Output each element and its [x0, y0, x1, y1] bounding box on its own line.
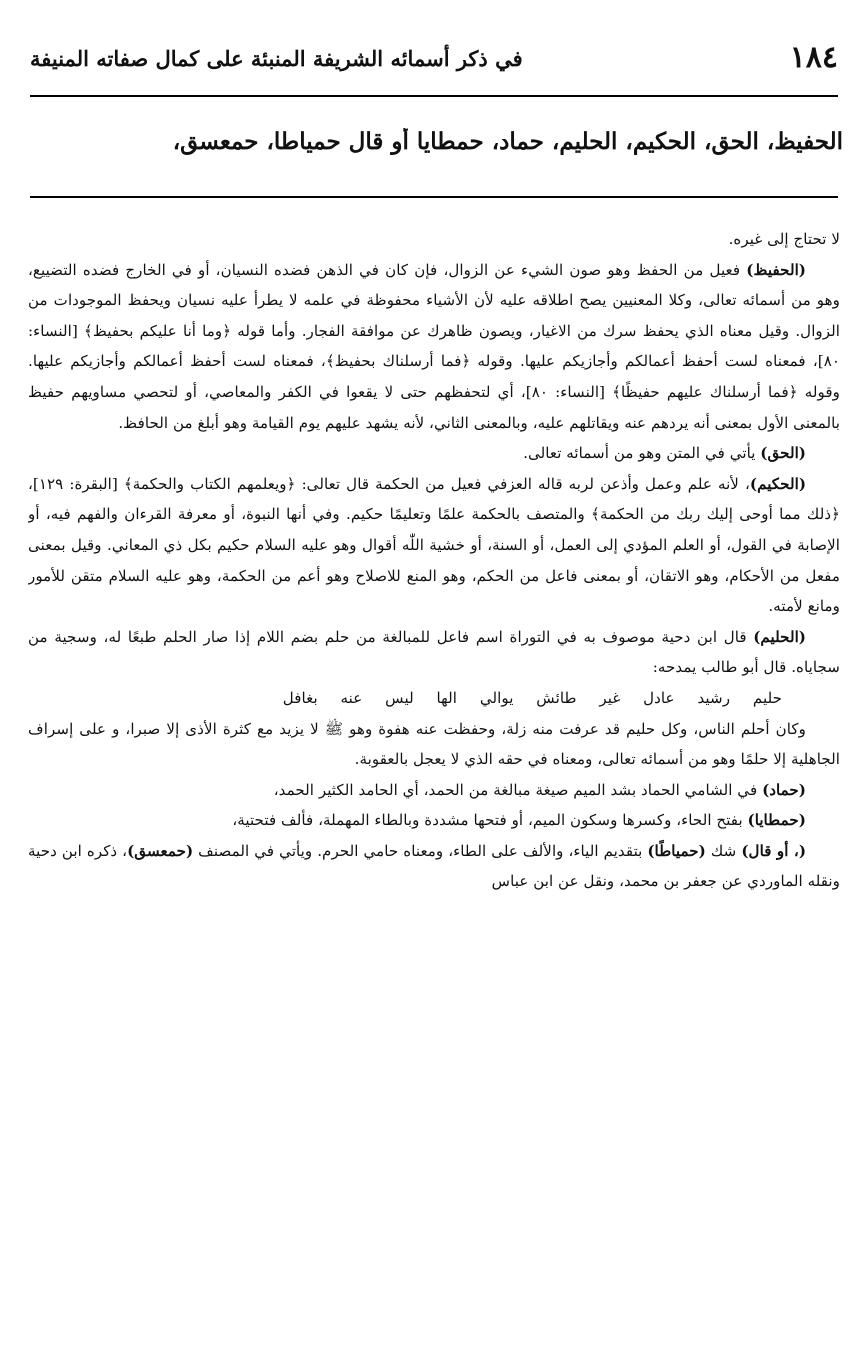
- paragraph-halim: [28, 622, 840, 683]
- names-heading: الحفيظ، الحق، الحكيم، الحليم، حماد، حمطايا أو قال حمياطا، حمعسق،: [172, 128, 843, 155]
- term-hammad: (حماد): [762, 780, 806, 799]
- paragraph-text: ، فمعناه لست أحفظ أعمالكم وأجازيكم عليها. وقوله: [28, 352, 840, 401]
- paragraph-text: في الشامي الحماد بشد الميم صيغة مبالغة من الحمد، أي الحامد الكثير الحمد،: [273, 780, 763, 799]
- term-hamasaq: (حمعسق): [127, 841, 194, 860]
- paragraph-text: ، ذكره ابن دحية ونقله الماوردي عن جعفر بن محمد، ونقل عن ابن عباس: [28, 841, 840, 891]
- page-number: ١٨٤: [789, 40, 838, 75]
- paragraph-haqq: [28, 438, 840, 469]
- paragraph-text: [النساء: ٨٠]، فمعناه لست أحفظ أعمالكم وأجازيكم عليها. وقوله: [28, 321, 840, 371]
- term-hamyata: (حمياطًا): [647, 841, 706, 860]
- paragraph-continuation: لا تحتاج إلى غيره.: [728, 230, 840, 248]
- paragraph-halim-continued: وكان أحلم الناس، وكل حليم قد عرفت منه زلة، وحفظت عنه هفوة وهو ﷺ لا يزيد مع كثرة الأذى إلا صبرا، و على إسراف الجاهلية إلا حلمًا وهو من أسمائه تعالى، ومعناه في حقه الذي لا يعجل بالعقوبة.: [28, 719, 840, 769]
- heading-rule: [30, 196, 838, 198]
- quran-quote: ﴿ويعلمهم الكتاب والحكمة﴾: [123, 474, 296, 493]
- term-haqq: (الحق): [760, 444, 806, 463]
- paragraph-hamtaya: [28, 805, 840, 836]
- paragraph-hakim: [28, 469, 840, 622]
- quran-quote: ﴿وما أنا عليكم بحفيظ﴾: [83, 321, 232, 340]
- paragraph-text: شك: [705, 841, 742, 860]
- paragraph-text: والمتصف بالحكمة علمًا وتعليمًا حكيم. وفي أنها النبوة، أو معرفة القرءان والفهم فيه، أو الإصابة في القول، أو العلم المؤدي إلى العمل، أو السنة، أو خشية اللّٰه أقوال وهو عليه السلام حكيم بكل ذي المعاني. وقيل بمعنى مفعل من الأحكام، وهو الاتقان، أو بمعنى فاعل من الحكم، وهو المنع للاصلاح وهو أعم من الحكمة، وهو عليه السلام متقن للأمور ومانع لأمته.: [28, 505, 840, 616]
- paragraph-text: بفتح الحاء، وكسرها وسكون الميم، أو فتحها مشددة وبالطاء المهملة، فألف فتحتية،: [232, 811, 748, 830]
- paragraph-hamyata: [28, 836, 840, 897]
- paragraph-hafiz: [28, 255, 840, 439]
- term-halim: (الحليم): [753, 627, 806, 646]
- paragraph-text: يأتي في المتن وهو من أسمائه تعالى.: [523, 444, 761, 463]
- quran-quote: ﴿فما أرسلناك بحفيظ﴾: [325, 352, 471, 371]
- paragraph-text: ، لأنه علم وعمل وأذعن لربه قاله العزفي فعيل من الحكمة قال تعالى:: [295, 474, 750, 493]
- paragraph-text: قال ابن دحية موصوف به في التوراة اسم فاعل للمبالغة من حلم بضم اللام إذا صار الحلم طبعًا له، وسجية من سجاياه. قال أبو طالب يمدحه:: [28, 627, 840, 677]
- header-rule: [30, 95, 838, 97]
- term-hafiz: (الحفيظ): [746, 260, 806, 279]
- paragraph-text: بتقديم الياء، والألف على الطاء، ومعناه حامي الحرم. ويأتي في المصنف: [193, 841, 648, 860]
- term-hakim: (الحكيم): [749, 474, 807, 493]
- paragraph-text: فعيل من الحفظ وهو صون الشيء عن الزوال، فإن كان في الذهن فضده النسيان، أو في الخارج فضده التضييع، وهو من أسمائه تعالى، وكلا المعنيين يصح اطلاقه عليه لأن الأشياء محفوظة في علمه لا يطرأ عليه نسيان ويحفظ الموجودات من الزوال. وقيل معناه الذي يحفظ سرك من الاغيار، ويصون ظاهرك عن موافقة الفجار. وأما قوله: [28, 260, 840, 340]
- poetry-verse: حليم رشيد عادل غير طائش يوالي الها ليس عنه بغافل: [282, 688, 782, 707]
- page-body: [28, 224, 840, 1344]
- quran-quote: ﴿ذلك مما أوحى إليك ربك من الحكمة﴾: [591, 505, 840, 524]
- quran-quote: ﴿فما أرسلناك عليهم حفيظًا﴾: [612, 382, 798, 401]
- term-aw-qal: (، أو قال): [741, 841, 807, 860]
- paragraph-text: [النساء: ٨٠]، أي لتحفظهم حتى لا يقعوا في الكفر والمعاصي، أو لتحصي مساويهم حفيظ بالمعنى الأول بمعنى أنه يردهم عنه ويقاتلهم عليه، وبالمعنى الثاني، لأنه يشهد عليهم يوم القيامة وهو أبلغ من الحافظ.: [28, 382, 840, 432]
- page-header: [30, 40, 838, 90]
- paragraph-text: [البقرة: ١٢٩]،: [28, 474, 124, 493]
- paragraph-hammad: [28, 775, 840, 806]
- running-title: في ذكر أسمائه الشريفة المنبئة على كمال صفاته المنيفة: [30, 46, 523, 71]
- term-hamtaya: (حمطايا): [747, 811, 806, 830]
